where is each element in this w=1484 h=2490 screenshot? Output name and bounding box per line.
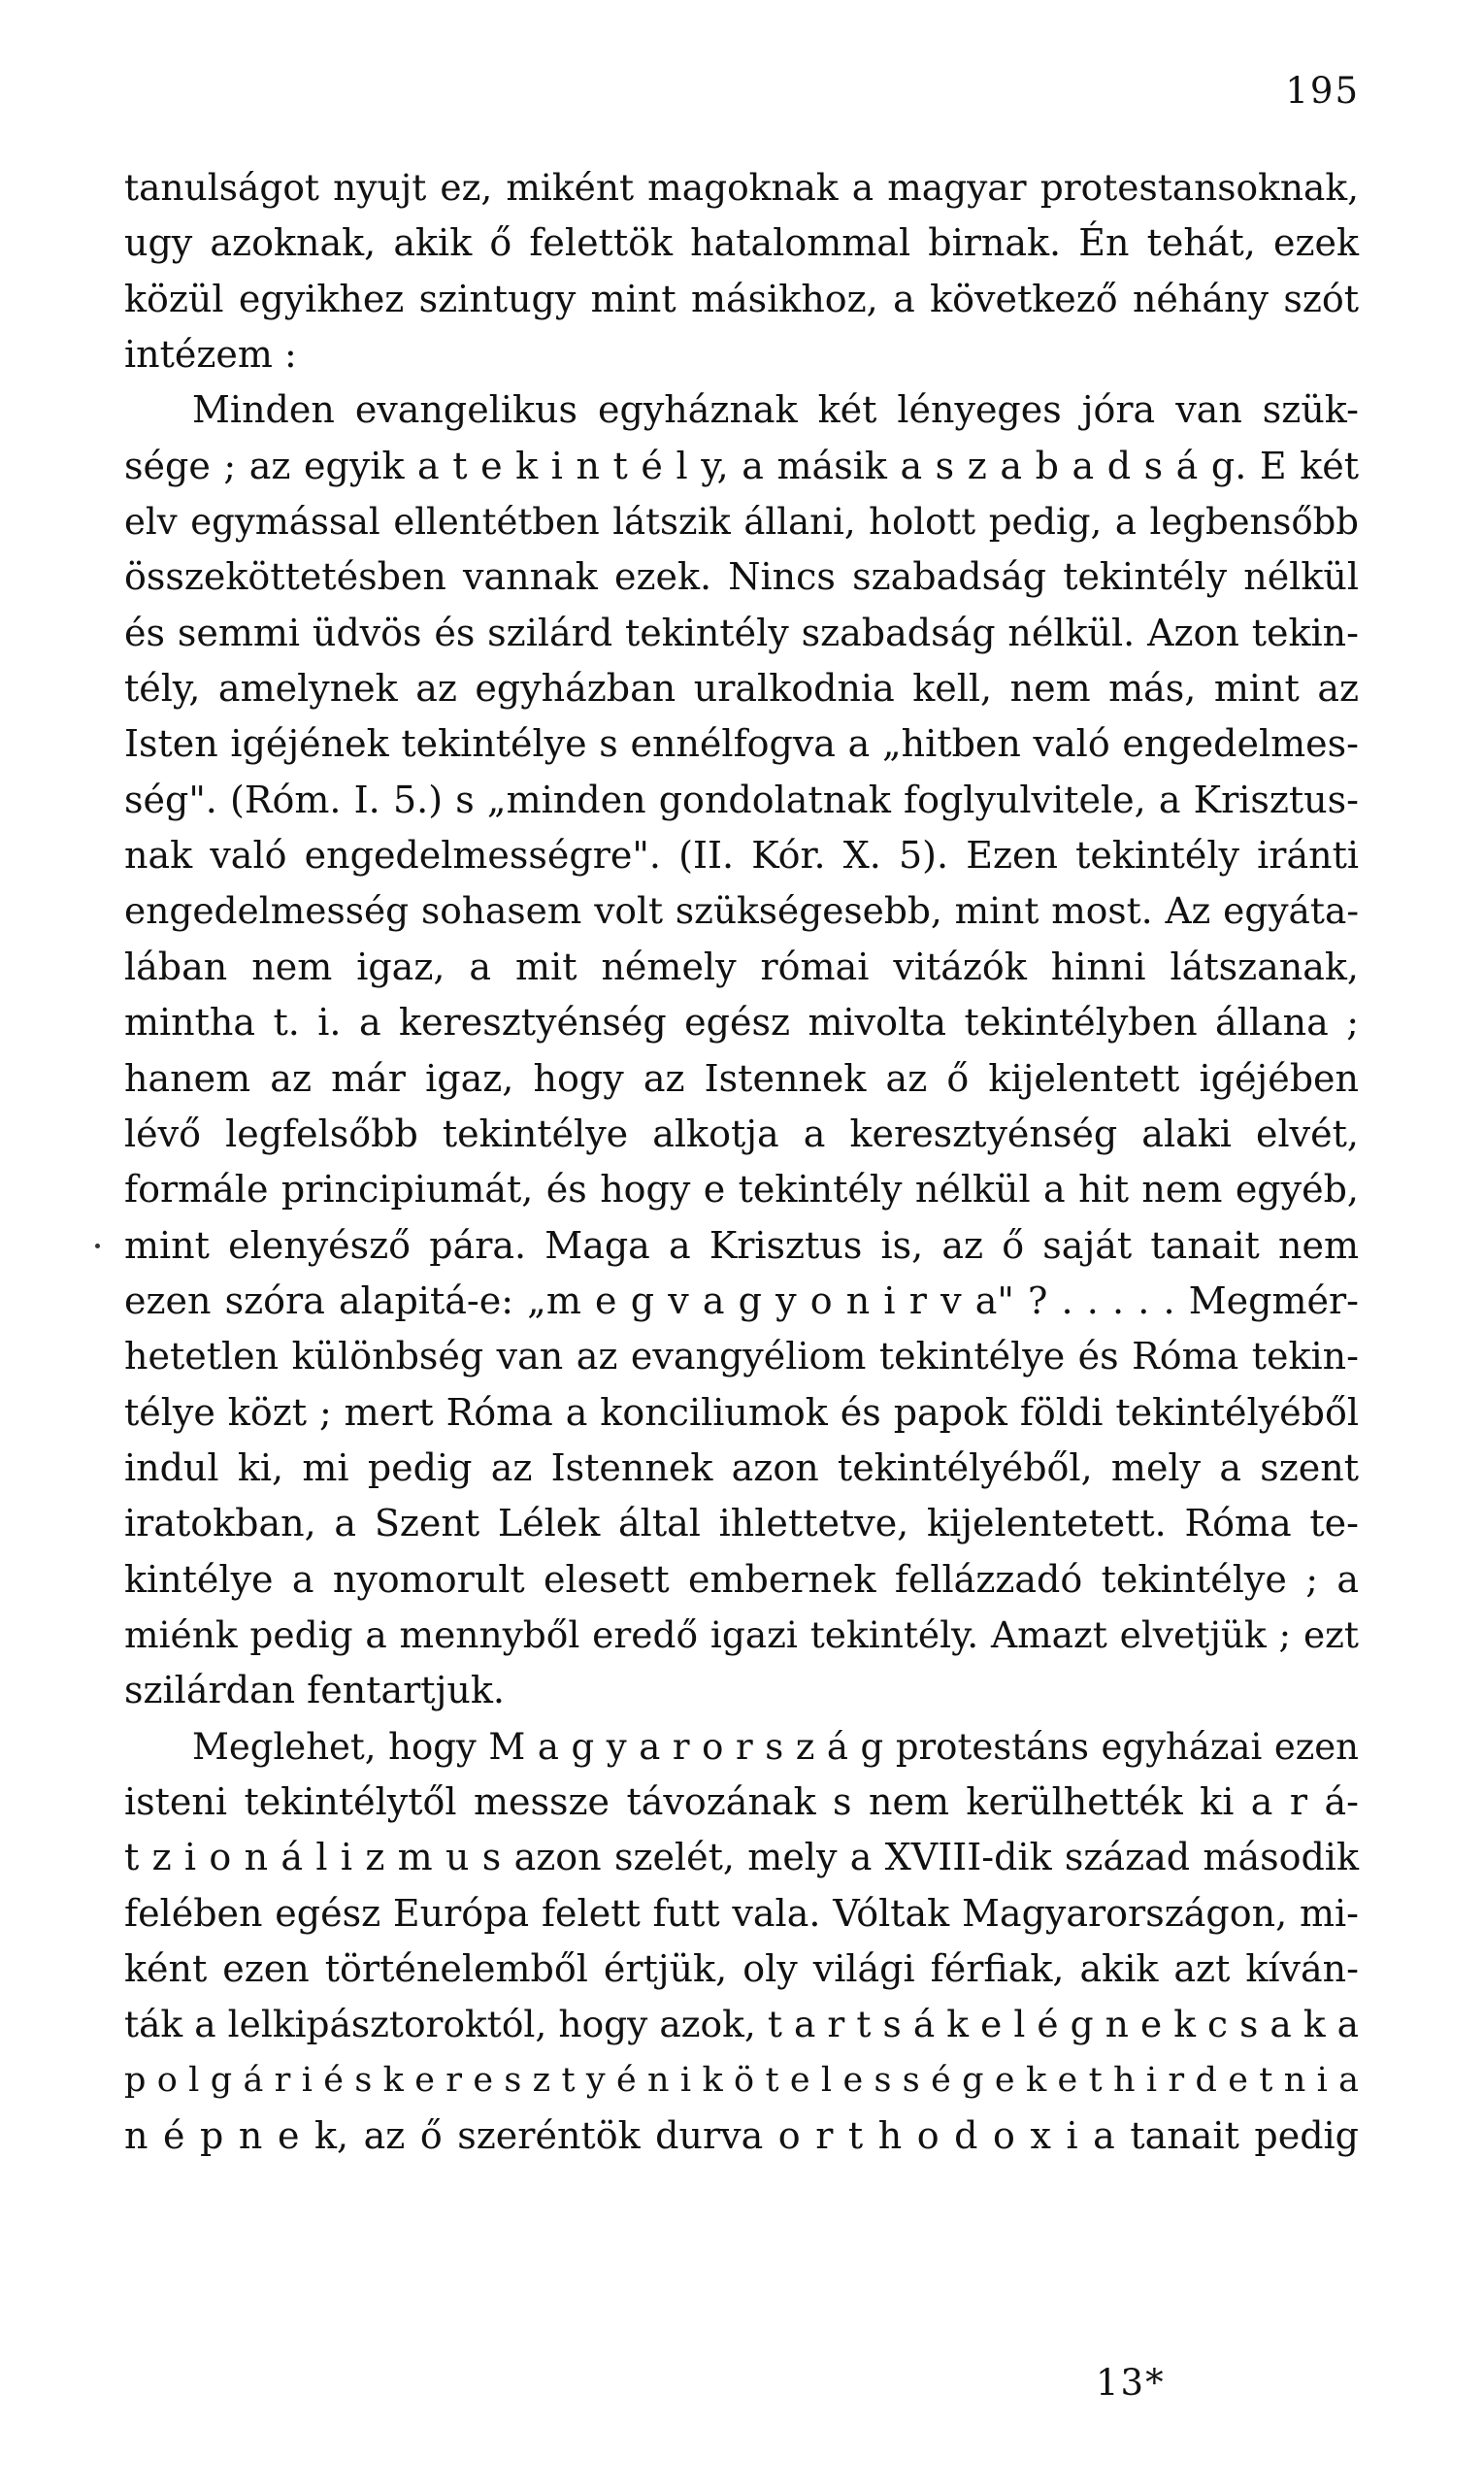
text-line: mintha t. i. a keresztyénség egész mivolta tekintélyben állana ; [124,1001,1359,1045]
text-line: ugy azoknak, akik ő felettök hatalommal birnak. Én tehát, ezek [124,221,1359,265]
text-line: télye közt ; mert Róma a konciliumok és papok földi tekintélyéből [124,1390,1359,1434]
body-text [124,160,1359,2164]
text-line: ezen szóra alapitá-e: „m e g v a g y o n i r v a" ? . . . . . Megmér- [124,1278,1359,1322]
text-line: engedelmesség sohasem volt szükségesebb, mint most. Az egyáta- [124,889,1359,933]
text-line: felében egész Európa felett futt vala. Vóltak Magyarországon, mi- [124,1891,1359,1935]
text-line: mint elenyésző pára. Maga a Krisztus is, az ő saját tanait nem [124,1223,1359,1267]
text-line: miénk pedig a mennyből eredő igazi tekintély. Amazt elvetjük ; ezt [124,1612,1359,1656]
text-line: szilárdan fentartjuk. [124,1669,505,1712]
margin-mark [95,1244,100,1248]
text-line: lévő legfelsőbb tekintélye alkotja a keresztyénség alaki elvét, [124,1112,1359,1155]
text-line: tanulságot nyujt ez, miként magoknak a magyar protestansoknak, [124,166,1359,209]
text-line: és semmi üdvös és szilárd tekintély szabadság nélkül. Azon tekin- [124,611,1359,654]
text-line: indul ki, mi pedig az Istennek azon tekintélyéből, mely a szent [124,1445,1359,1489]
text-line: közül egyikhez szintugy mint másikhoz, a következő néhány szót [124,277,1359,320]
text-line: p o l g á r i é s k e r e s z t y é n i k ö t e l e s s é g e k e t h i r d e t n i a [124,2060,1359,2100]
text-line: ták a lelkipásztoroktól, hogy azok, t a r t s á k e l é g n e k c s a k a [124,2003,1359,2046]
page-number: 195 [1285,70,1360,112]
text-line: n é p n e k, az ő szeréntök durva o r t h o d o x i a tanait pedig [124,2114,1359,2158]
text-line: sége ; az egyik a t e k i n t é l y, a másik a s z a b a d s á g. E két [124,444,1359,487]
text-line: összeköttetésben vannak ezek. Nincs szabadság tekintély nélkül [124,555,1359,599]
text-line: Isten igéjének tekintélye s ennélfogva a „hitben való engedelmes- [124,722,1359,766]
text-line: nak való engedelmességre". (II. Kór. X. 5). Ezen tekintély iránti [124,834,1359,878]
text-line: isteni tekintélytől messze távozának s nem kerülhették ki a r á- [124,1779,1359,1823]
text-line: t z i o n á l i z m u s azon szelét, mely a XVIII-dik század második [124,1836,1359,1879]
printer-signature: 13* [1096,2362,1166,2404]
text-line: hetetlen különbség van az evangyéliom tekintélye és Róma tekin- [124,1335,1359,1378]
text-line: iratokban, a Szent Lélek által ihlettetve, kijelentetett. Róma te- [124,1502,1359,1545]
paragraph-start-line: Meglehet, hogy M a g y a r o r s z á g protestáns egyházai ezen [192,1725,1359,1768]
text-line: kintélye a nyomorult elesett embernek fellázzadó tekintélye ; a [124,1557,1359,1601]
text-line: formále principiumát, és hogy e tekintély nélkül a hit nem egyéb, [124,1168,1359,1212]
text-line: hanem az már igaz, hogy az Istennek az ő kijelentett igéjében [124,1056,1359,1100]
text-line: ként ezen történelemből értjük, oly világi férfiak, akik azt kíván- [124,1947,1359,1990]
text-line: intézem : [124,333,297,377]
text-line: ség". (Róm. I. 5.) s „minden gondolatnak foglyulvitele, a Krisztus- [124,778,1359,821]
text-line: tély, amelynek az egyházban uralkodnia kell, nem más, mint az [124,667,1359,711]
text-line: lában nem igaz, a mit némely római vitázók hinni látszanak, [124,945,1359,988]
text-line: elv egymással ellentétben látszik állani, holott pedig, a legbensőbb [124,501,1359,544]
paragraph-start-line: Minden evangelikus egyháznak két lényeges jóra van szük- [192,388,1359,432]
